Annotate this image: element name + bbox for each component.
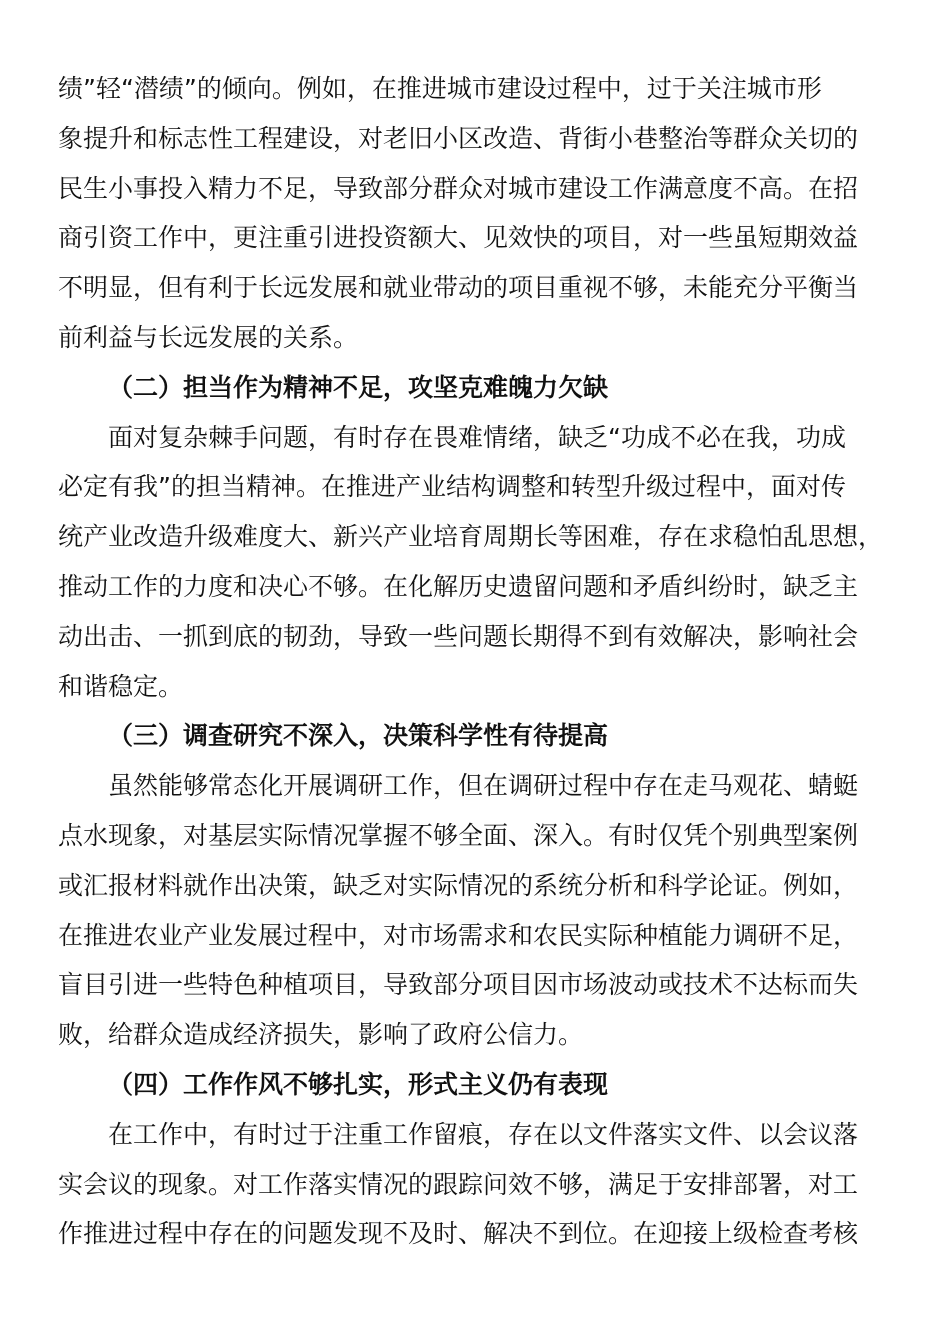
text-line: 盲目引进一些特色种植项目，导致部分项目因市场波动或技术不达标而失 [58, 970, 859, 1000]
text-line: 必定有我”的担当精神。在推进产业结构调整和转型升级过程中，面对传 [58, 472, 846, 502]
text-line: 或汇报材料就作出决策，缺乏对实际情况的系统分析和科学论证。例如， [58, 870, 859, 900]
text-line: 点水现象，对基层实际情况掌握不够全面、深入。有时仅凭个别典型案例 [58, 820, 859, 850]
paragraph-section-3 [58, 761, 898, 1060]
text-line: 在推进农业产业发展过程中，对市场需求和农民实际种植能力调研不足， [58, 920, 859, 950]
text-line: 前利益与长远发展的关系。 [58, 322, 359, 352]
section-heading-3: （三）调查研究不深入，决策科学性有待提高 [108, 721, 609, 751]
text-line: 民生小事投入精力不足，导致部分群众对城市建设工作满意度不高。在招 [58, 173, 859, 203]
text-line: 动出击、一抓到底的韧劲，导致一些问题长期得不到有效解决，影响社会 [58, 621, 859, 651]
text-line: 象提升和标志性工程建设，对老旧小区改造、背街小巷整治等群众关切的 [58, 123, 859, 153]
text-line: 实会议的现象。对工作落实情况的跟踪问效不够，满足于安排部署，对工 [58, 1169, 859, 1199]
text-line: 绩”轻“潜绩”的倾向。例如，在推进城市建设过程中，过于关注城市形 [58, 74, 822, 103]
section-heading-2: （二）担当作为精神不足，攻坚克难魄力欠缺 [108, 372, 609, 402]
paragraph-section-2 [58, 413, 898, 712]
section-heading-4: （四）工作作风不够扎实，形式主义仍有表现 [108, 1069, 609, 1099]
text-line: 统产业改造升级难度大、新兴产业培育周期长等困难，存在求稳怕乱思想， [58, 522, 884, 552]
text-line: 败，给群众造成经济损失，影响了政府公信力。 [58, 1020, 584, 1050]
text-line: 不明显，但有利于长远发展和就业带动的项目重视不够，未能充分平衡当 [58, 273, 859, 303]
text-line: 推动工作的力度和决心不够。在化解历史遗留问题和矛盾纠纷时，缺乏主 [58, 571, 859, 601]
text-line: 和谐稳定。 [58, 671, 184, 701]
text-line: 面对复杂棘手问题，有时存在畏难情绪，缺乏“功成不必在我，功成 [108, 422, 846, 452]
text-line: 作推进过程中存在的问题发现不及时、解决不到位。在迎接上级检查考核 [58, 1219, 859, 1249]
paragraph-section-4 [58, 1110, 898, 1259]
paragraph-continued [58, 64, 898, 363]
document-page [58, 64, 898, 1259]
text-line: 在工作中，有时过于注重工作留痕，存在以文件落实文件、以会议落 [108, 1119, 859, 1149]
text-line: 虽然能够常态化开展调研工作，但在调研过程中存在走马观花、蜻蜓 [108, 771, 859, 801]
text-line: 商引资工作中，更注重引进投资额大、见效快的项目，对一些虽短期效益 [58, 223, 859, 253]
